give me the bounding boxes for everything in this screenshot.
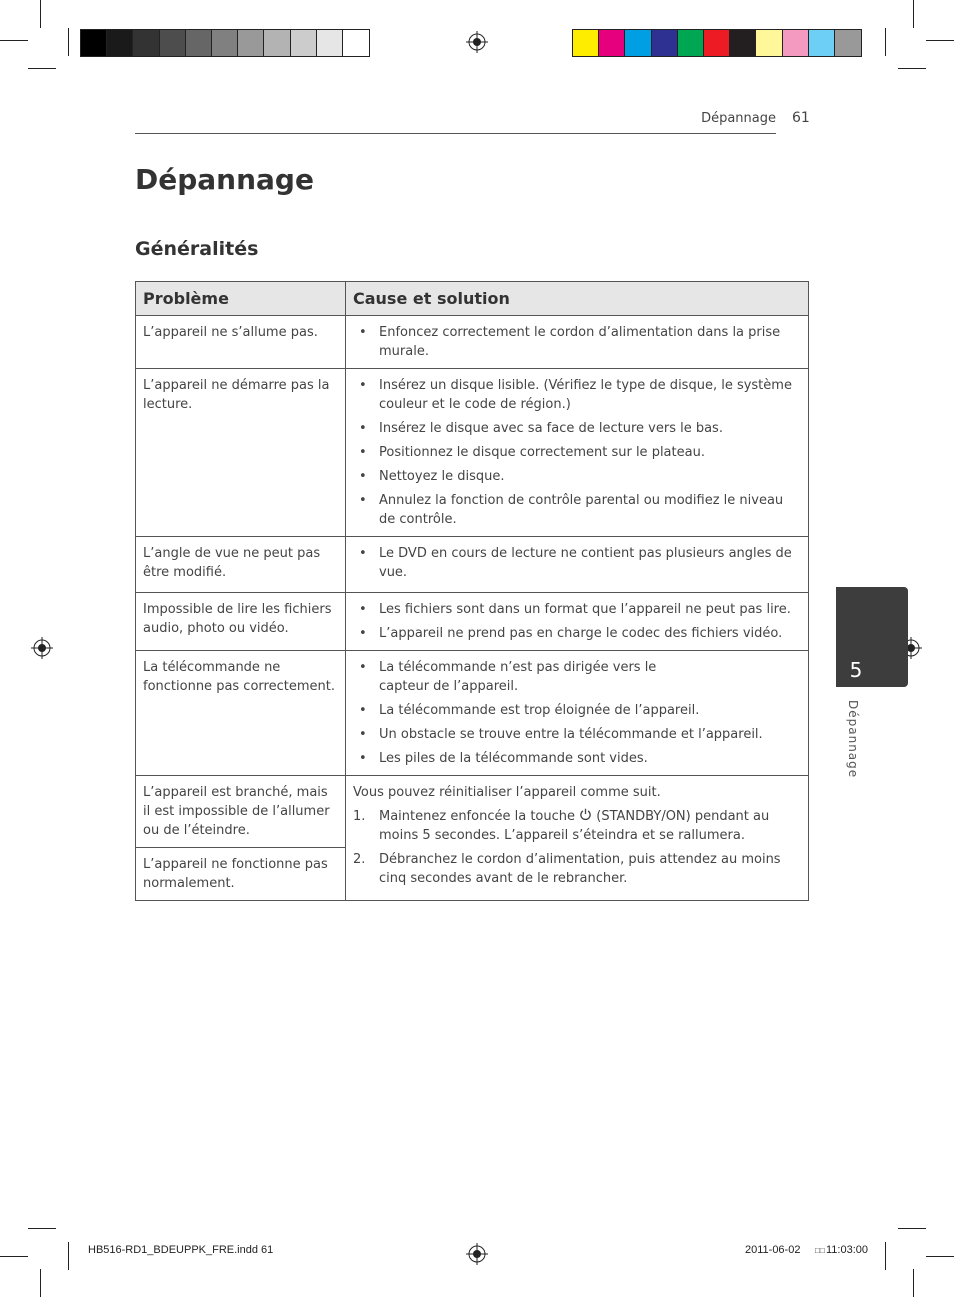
color-swatch <box>835 30 861 56</box>
crop-mark <box>885 28 886 56</box>
page-number: 61 <box>792 110 810 126</box>
crop-mark <box>885 1242 886 1270</box>
table-row <box>136 369 809 537</box>
problem-cell: Impossible de lire les fichiers audio, photo ou vidéo. <box>136 593 346 651</box>
reset-step <box>353 807 801 845</box>
footer-mark: □□ <box>815 1246 825 1255</box>
solution-cell <box>346 316 809 369</box>
crop-mark <box>0 40 28 41</box>
solution-item: • Un obstacle se trouve entre la télécommande et l’appareil. <box>353 725 801 744</box>
footer-time: 11:03:00 <box>826 1244 869 1256</box>
crop-mark <box>926 40 954 41</box>
header-rule <box>135 133 776 134</box>
problem-cell: L’angle de vue ne peut pas être modifié. <box>136 537 346 593</box>
problem-cell: L’appareil ne s’allume pas. <box>136 316 346 369</box>
solution-item: • La télécommande est trop éloignée de l’appareil. <box>353 701 801 720</box>
step-number: 1. <box>353 809 366 824</box>
power-icon <box>579 808 592 821</box>
color-swatch <box>81 30 107 56</box>
reset-step <box>353 850 801 888</box>
color-swatch <box>809 30 835 56</box>
color-swatch <box>730 30 756 56</box>
registration-mark-icon <box>466 1243 488 1265</box>
solution-cell <box>346 593 809 651</box>
running-header-title: Dépannage <box>701 111 776 126</box>
table-row <box>136 776 809 848</box>
crop-mark <box>28 68 56 69</box>
color-swatch <box>625 30 651 56</box>
crop-mark <box>40 0 41 28</box>
color-swatch <box>264 30 290 56</box>
solution-cell <box>346 776 809 901</box>
color-swatch <box>186 30 212 56</box>
solution-item: • Enfoncez correctement le cordon d’alimentation dans la prise murale. <box>353 323 801 361</box>
solution-cell <box>346 651 809 776</box>
grayscale-calibration-bar <box>80 29 370 57</box>
crop-mark <box>898 1228 926 1229</box>
color-swatch <box>599 30 625 56</box>
solution-item: • Insérez un disque lisible. (Vérifiez le type de disque, le système couleur et le code de région.) <box>353 376 801 414</box>
step-text: Débranchez le cordon d’alimentation, puis attendez au moins cinq secondes avant de le rebrancher. <box>379 852 781 886</box>
solution-cell <box>346 369 809 537</box>
registration-mark-icon <box>466 31 488 53</box>
troubleshooting-table <box>135 281 809 901</box>
color-swatch <box>107 30 133 56</box>
problem-cell: L’appareil ne fonctionne pas normalement. <box>136 848 346 901</box>
color-swatch <box>160 30 186 56</box>
column-header-solution: Cause et solution <box>346 282 809 316</box>
crop-mark <box>898 68 926 69</box>
solution-item: • Les fichiers sont dans un format que l’appareil ne peut pas lire. <box>353 600 801 619</box>
table-row <box>136 537 809 593</box>
crop-mark <box>913 1269 914 1297</box>
color-swatch <box>783 30 809 56</box>
solution-cell <box>346 537 809 593</box>
table-row <box>136 316 809 369</box>
solution-item: • La télécommande n’est pas dirigée vers le capteur de l’appareil. <box>353 658 801 696</box>
color-swatch <box>238 30 264 56</box>
registration-mark-icon <box>31 637 53 659</box>
color-swatch <box>573 30 599 56</box>
crop-mark <box>68 1242 69 1270</box>
table-header-row <box>136 282 809 316</box>
problem-cell: L’appareil est branché, mais il est impossible de l’allumer ou de l’éteindre. <box>136 776 346 848</box>
problem-cell: La télécommande ne fonctionne pas correctement. <box>136 651 346 776</box>
solution-item: • L’appareil ne prend pas en charge le codec des fichiers vidéo. <box>353 624 801 643</box>
table-row <box>136 593 809 651</box>
crop-mark <box>913 0 914 28</box>
problem-cell: L’appareil ne démarre pas la lecture. <box>136 369 346 537</box>
reset-intro: Vous pouvez réinitialiser l’appareil comme suit. <box>353 785 661 800</box>
solution-item: • Insérez le disque avec sa face de lecture vers le bas. <box>353 419 801 438</box>
step-number: 2. <box>353 852 366 867</box>
table-row <box>136 651 809 776</box>
page-title: Dépannage <box>135 163 314 196</box>
crop-mark <box>68 28 69 56</box>
solution-item: • Nettoyez le disque. <box>353 467 801 486</box>
solution-item: • Positionnez le disque correctement sur le plateau. <box>353 443 801 462</box>
crop-mark <box>28 1228 56 1229</box>
crop-mark <box>0 1256 28 1257</box>
chapter-label: Dépannage <box>846 700 860 779</box>
chapter-number: 5 <box>849 658 863 682</box>
step-text-before: Maintenez enfoncée la touche <box>379 809 575 824</box>
footer-file-name: HB516-RD1_BDEUPPK_FRE.indd 61 <box>88 1244 274 1256</box>
color-swatch <box>652 30 678 56</box>
color-swatch <box>291 30 317 56</box>
footer-date: 2011-06-02 <box>745 1244 801 1256</box>
crop-mark <box>40 1269 41 1297</box>
solution-item: • Annulez la fonction de contrôle parental ou modifiez le niveau de contrôle. <box>353 491 801 529</box>
color-swatch <box>212 30 238 56</box>
color-swatch <box>317 30 343 56</box>
color-swatch <box>133 30 159 56</box>
color-swatch <box>343 30 369 56</box>
color-swatch <box>756 30 782 56</box>
crop-mark <box>926 1256 954 1257</box>
step-text-after: (STANDBY/ON) pendant au moins 5 secondes. L’appareil s’éteindra et se rallumera. <box>379 809 770 843</box>
color-swatch <box>704 30 730 56</box>
solution-item: • Les piles de la télécommande sont vides. <box>353 749 801 768</box>
solution-item: • Le DVD en cours de lecture ne contient pas plusieurs angles de vue. <box>353 544 801 582</box>
section-title: Généralités <box>135 238 259 260</box>
column-header-problem: Problème <box>136 282 346 316</box>
color-calibration-bar <box>572 29 862 57</box>
color-swatch <box>678 30 704 56</box>
